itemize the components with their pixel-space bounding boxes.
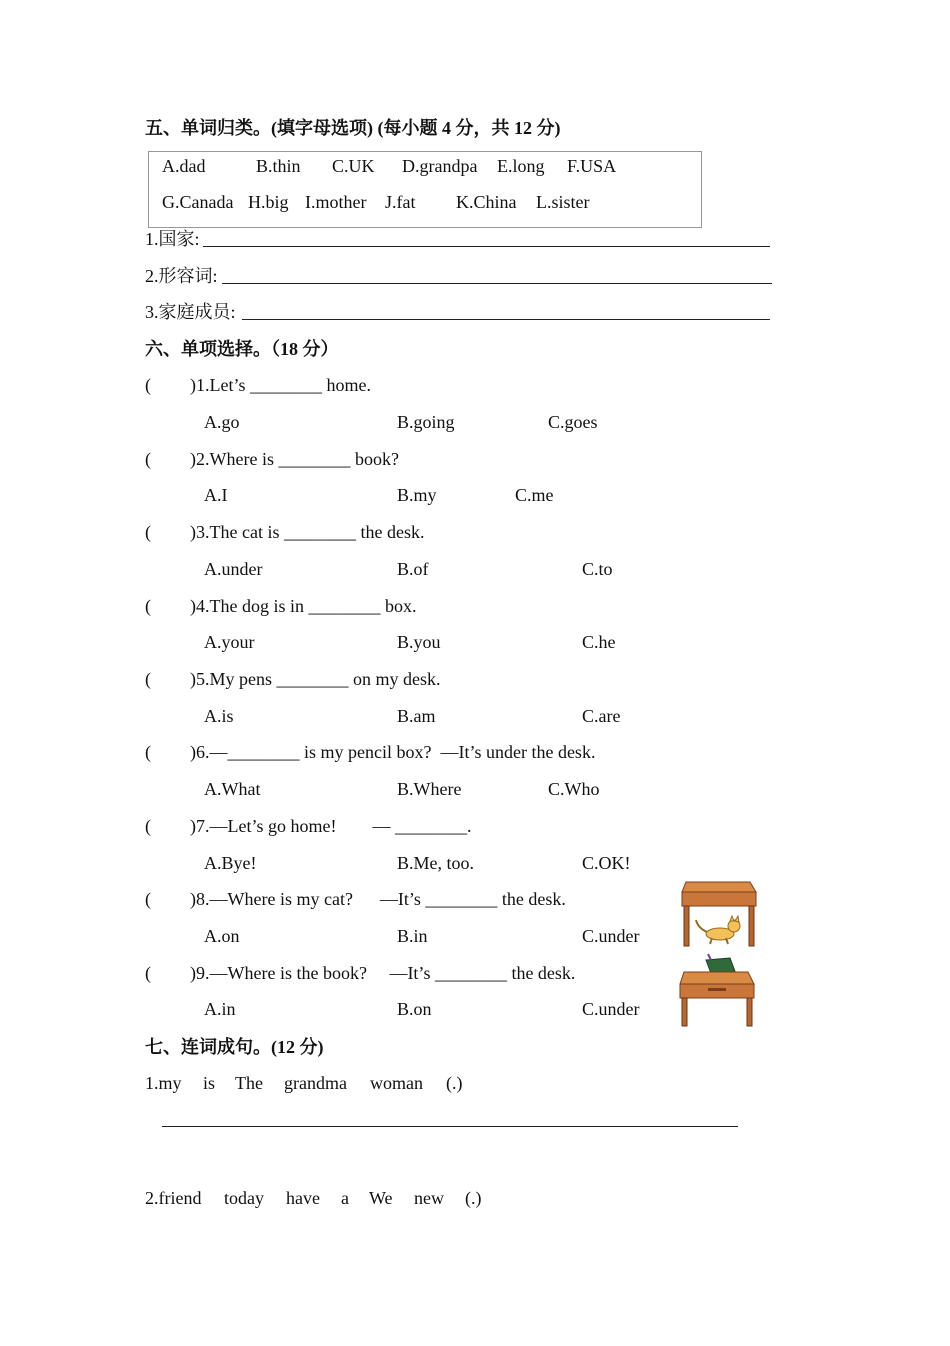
option-a: A.is <box>204 706 234 726</box>
category-label: 2.形容词: <box>145 266 218 286</box>
word-option: F.USA <box>567 156 617 176</box>
option-c: C.under <box>582 999 640 1019</box>
word-option: I.mother <box>305 192 367 212</box>
option-c: C.goes <box>548 412 598 432</box>
word-option: J.fat <box>385 192 416 212</box>
word-option: B.thin <box>256 156 301 176</box>
option-a: A.Bye! <box>204 853 257 873</box>
option-a: A.under <box>204 559 263 579</box>
scrambled-word: We <box>369 1188 393 1208</box>
scrambled-word: (.) <box>446 1073 463 1093</box>
scrambled-word: 2.friend <box>145 1188 202 1208</box>
option-b: B.am <box>397 706 436 726</box>
option-a: A.go <box>204 412 240 432</box>
word-option: G.Canada <box>162 192 234 212</box>
word-option: A.dad <box>162 156 206 176</box>
word-option: C.UK <box>332 156 375 176</box>
question-stem: )3.The cat is ________ the desk. <box>190 522 425 542</box>
word-option: E.long <box>497 156 545 176</box>
answer-bracket[interactable]: ( <box>145 816 151 836</box>
answer-bracket[interactable]: ( <box>145 889 151 909</box>
answer-bracket[interactable]: ( <box>145 375 151 395</box>
question-stem: )9.—Where is the book? —It’s ________ the desk. <box>190 963 576 983</box>
section7-heading: 七、连词成句。(12 分) <box>145 1037 324 1057</box>
question-stem: )5.My pens ________ on my desk. <box>190 669 441 689</box>
book-on-desk-illustration <box>678 952 756 1028</box>
question-stem: )1.Let’s ________ home. <box>190 375 371 395</box>
section5-heading: 五、单词归类。(填字母选项) (每小题 4 分，共 12 分) <box>145 118 561 138</box>
question-stem: )4.The dog is in ________ box. <box>190 596 417 616</box>
option-b: B.on <box>397 999 432 1019</box>
scrambled-word: (.) <box>465 1188 482 1208</box>
answer-bracket[interactable]: ( <box>145 522 151 542</box>
question-stem: )6.—________ is my pencil box? —It’s under the desk. <box>190 742 596 762</box>
option-a: A.in <box>204 999 236 1019</box>
scrambled-word: a <box>341 1188 349 1208</box>
option-b: B.in <box>397 926 428 946</box>
scrambled-word: is <box>203 1073 216 1093</box>
option-b: B.Where <box>397 779 462 799</box>
option-c: C.OK! <box>582 853 631 873</box>
section6-heading: 六、单项选择。（18 分） <box>145 339 339 359</box>
option-c: C.he <box>582 632 616 652</box>
scrambled-word: have <box>286 1188 320 1208</box>
cat-under-desk-illustration <box>680 880 758 948</box>
option-b: B.you <box>397 632 441 652</box>
answer-line[interactable] <box>203 246 770 247</box>
question-stem: )2.Where is ________ book? <box>190 449 399 469</box>
answer-bracket[interactable]: ( <box>145 669 151 689</box>
option-a: A.What <box>204 779 261 799</box>
answer-bracket[interactable]: ( <box>145 742 151 762</box>
scrambled-word: The <box>235 1073 263 1093</box>
cat-icon <box>696 916 740 944</box>
option-b: B.of <box>397 559 429 579</box>
answer-bracket[interactable]: ( <box>145 596 151 616</box>
option-b: B.Me, too. <box>397 853 475 873</box>
option-c: C.me <box>515 485 554 505</box>
scrambled-word: woman <box>370 1073 423 1093</box>
option-b: B.going <box>397 412 455 432</box>
word-option: K.China <box>456 192 517 212</box>
answer-line[interactable] <box>222 283 772 284</box>
question-stem: )8.—Where is my cat? —It’s ________ the desk. <box>190 889 566 909</box>
option-c: C.are <box>582 706 621 726</box>
word-option: H.big <box>248 192 289 212</box>
answer-bracket[interactable]: ( <box>145 963 151 983</box>
option-a: A.on <box>204 926 240 946</box>
scrambled-word: grandma <box>284 1073 347 1093</box>
option-c: C.Who <box>548 779 600 799</box>
word-option: D.grandpa <box>402 156 478 176</box>
scrambled-word: new <box>414 1188 444 1208</box>
question-stem: )7.—Let’s go home! — ________. <box>190 816 472 836</box>
option-c: C.under <box>582 926 640 946</box>
scrambled-word: today <box>224 1188 264 1208</box>
word-option: L.sister <box>536 192 590 212</box>
option-c: C.to <box>582 559 613 579</box>
category-label: 1.国家: <box>145 229 200 249</box>
option-a: A.I <box>204 485 228 505</box>
option-b: B.my <box>397 485 437 505</box>
scrambled-word: 1.my <box>145 1073 182 1093</box>
option-a: A.your <box>204 632 255 652</box>
sentence-answer-line[interactable] <box>162 1126 738 1127</box>
answer-bracket[interactable]: ( <box>145 449 151 469</box>
answer-line[interactable] <box>242 319 770 320</box>
category-label: 3.家庭成员: <box>145 302 236 322</box>
